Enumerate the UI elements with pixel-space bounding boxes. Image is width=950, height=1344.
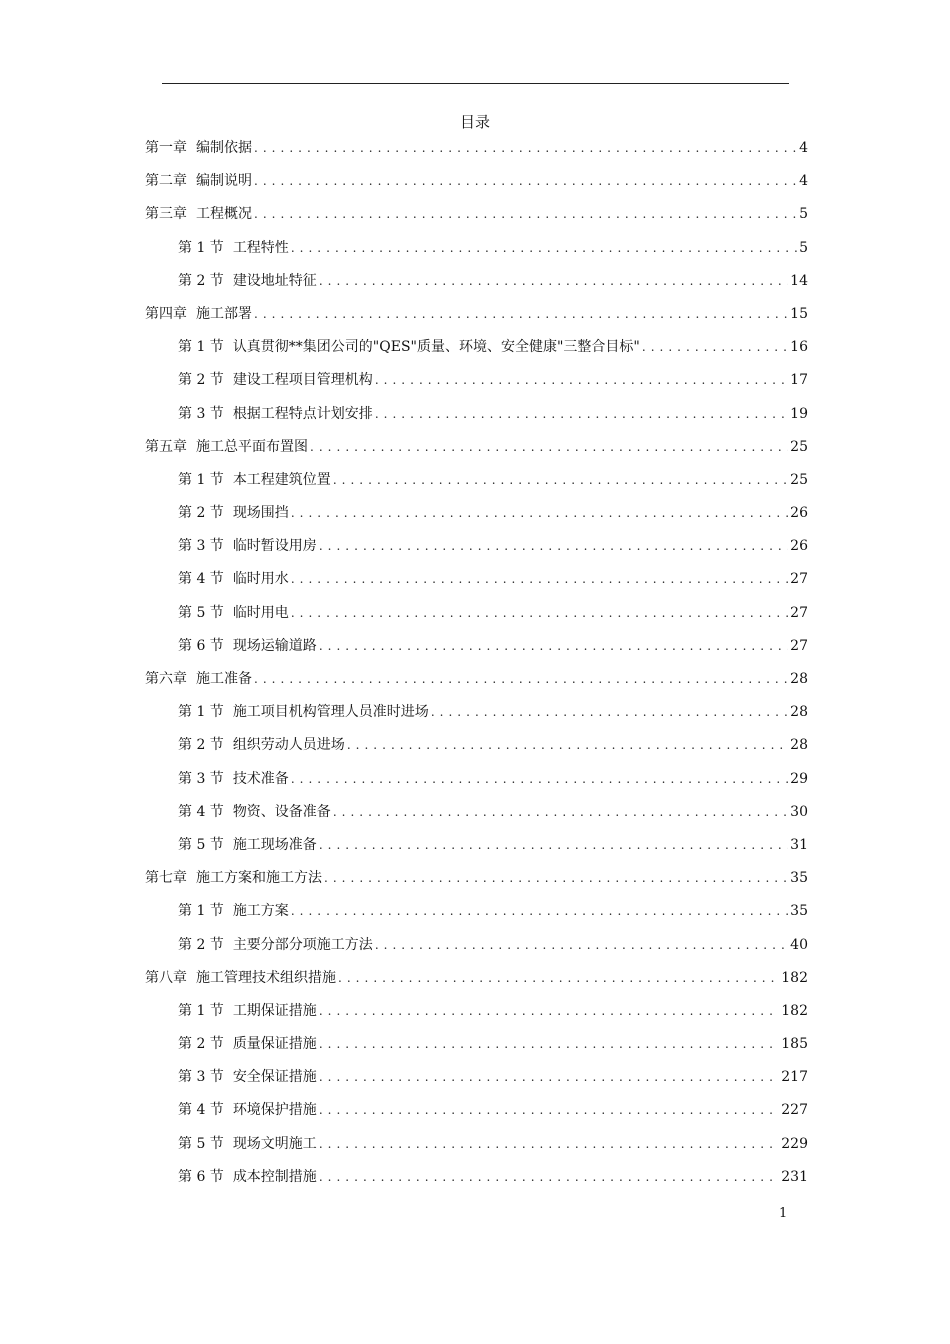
toc-entry-title: 施工方案 xyxy=(232,903,289,920)
toc-entry-title: 施工总平面布置图 xyxy=(196,438,308,455)
toc-dot-leader xyxy=(291,763,788,796)
toc-chapter-entry[interactable] xyxy=(145,298,808,331)
toc-entry-page: 14 xyxy=(790,272,808,289)
toc-entry-number: 第 6 节 xyxy=(178,637,224,654)
toc-entry-page: 30 xyxy=(790,803,808,820)
toc-entry-page: 35 xyxy=(790,903,808,920)
toc-entry-title: 建设工程项目管理机构 xyxy=(232,372,373,389)
toc-entry-page: 27 xyxy=(790,637,808,654)
toc-entry-title: 主要分部分项施工方法 xyxy=(232,936,373,953)
toc-entry-number: 第 1 节 xyxy=(178,339,224,356)
toc-entry-number: 第 2 节 xyxy=(178,936,224,953)
toc-entry-number: 第 1 节 xyxy=(178,239,224,256)
toc-entry-number: 第 2 节 xyxy=(178,505,224,522)
toc-dot-leader xyxy=(319,1161,779,1194)
toc-dot-leader xyxy=(291,497,788,530)
toc-entry-title: 施工现场准备 xyxy=(232,836,317,853)
toc-entry-title: 工期保证措施 xyxy=(232,1002,317,1019)
toc-chapter-entry[interactable] xyxy=(145,663,808,696)
toc-entry-title: 技术准备 xyxy=(232,770,289,787)
toc-section-entry[interactable] xyxy=(145,563,808,596)
toc-entry-page: 227 xyxy=(781,1102,808,1119)
toc-entry-number: 第 2 节 xyxy=(178,372,224,389)
toc-section-entry[interactable] xyxy=(145,497,808,530)
toc-entry-page: 182 xyxy=(781,1002,808,1019)
toc-section-entry[interactable] xyxy=(145,630,808,663)
toc-entry-page: 27 xyxy=(790,571,808,588)
toc-entry-number: 第 3 节 xyxy=(178,538,224,555)
toc-entry-title: 临时暂设用房 xyxy=(232,538,317,555)
toc-dot-leader xyxy=(375,929,788,962)
toc-entry-page: 27 xyxy=(790,604,808,621)
toc-entry-page: 26 xyxy=(790,538,808,555)
toc-dot-leader xyxy=(338,962,779,995)
toc-entry-page: 29 xyxy=(790,770,808,787)
toc-title: 目录 xyxy=(459,113,490,131)
toc-entry-number: 第 1 节 xyxy=(178,704,224,721)
toc-dot-leader xyxy=(291,563,788,596)
toc-chapter-entry[interactable] xyxy=(145,165,808,198)
toc-entry-title: 施工准备 xyxy=(196,671,252,687)
toc-section-entry[interactable] xyxy=(145,331,808,364)
toc-dot-leader xyxy=(319,829,788,862)
toc-dot-leader xyxy=(254,298,788,331)
toc-dot-leader xyxy=(254,198,797,231)
toc-entry-number: 第 6 节 xyxy=(178,1168,224,1185)
toc-section-entry[interactable] xyxy=(145,1161,808,1194)
toc-entry-title: 施工管理技术组织措施 xyxy=(196,969,336,986)
toc-section-entry[interactable] xyxy=(145,1094,808,1127)
toc-entry-title: 现场文明施工 xyxy=(232,1135,317,1152)
toc-entry-title: 根据工程特点计划安排 xyxy=(232,405,373,422)
toc-entry-title: 工程概况 xyxy=(196,206,252,223)
toc-entry-page: 31 xyxy=(790,836,808,853)
toc-dot-leader xyxy=(319,265,788,298)
toc-entry-number: 第 2 节 xyxy=(178,1036,224,1053)
toc-section-entry[interactable] xyxy=(145,829,808,862)
toc-entry-title: 临时用电 xyxy=(232,604,289,621)
toc-dot-leader xyxy=(333,796,788,829)
toc-entry-number: 第 5 节 xyxy=(178,604,224,621)
toc-entry-page: 28 xyxy=(790,704,808,721)
toc-dot-leader xyxy=(319,1094,779,1127)
toc-entry-page: 25 xyxy=(790,438,808,455)
toc-dot-leader xyxy=(319,1028,779,1061)
toc-entry-page: 182 xyxy=(781,969,808,986)
toc-entry-number: 第五章 xyxy=(145,438,187,455)
toc-entry-page: 19 xyxy=(790,405,808,422)
toc-dot-leader xyxy=(333,464,788,497)
toc-section-entry[interactable] xyxy=(145,696,808,729)
toc-section-entry[interactable] xyxy=(145,763,808,796)
toc-section-entry[interactable] xyxy=(145,796,808,829)
toc-dot-leader xyxy=(319,530,788,563)
toc-entry-page: 28 xyxy=(790,671,808,687)
toc-section-entry[interactable] xyxy=(145,530,808,563)
toc-entry-title: 编制说明 xyxy=(196,173,252,190)
toc-dot-leader xyxy=(310,431,788,464)
toc-chapter-entry[interactable] xyxy=(145,962,808,995)
toc-dot-leader xyxy=(291,597,788,630)
page-number: 1 xyxy=(779,1206,788,1221)
toc-section-entry[interactable] xyxy=(145,729,808,762)
toc-entry-page: 25 xyxy=(790,471,808,488)
toc-section-entry[interactable] xyxy=(145,364,808,397)
toc-entry-page: 15 xyxy=(790,305,808,322)
toc-entry-title: 临时用水 xyxy=(232,571,289,588)
toc-section-entry[interactable] xyxy=(145,265,808,298)
toc-section-entry[interactable] xyxy=(145,1128,808,1161)
toc-section-entry[interactable] xyxy=(145,398,808,431)
toc-entry-page: 35 xyxy=(790,870,808,887)
toc-entry-number: 第 3 节 xyxy=(178,1069,224,1086)
toc-entry-number: 第 3 节 xyxy=(178,405,224,422)
toc-entry-title: 物资、设备准备 xyxy=(232,803,331,820)
toc-chapter-entry[interactable] xyxy=(145,862,808,895)
toc-entry-page: 229 xyxy=(781,1135,808,1152)
toc-chapter-entry[interactable] xyxy=(145,431,808,464)
toc-section-entry[interactable] xyxy=(145,597,808,630)
toc-entry-number: 第 1 节 xyxy=(178,1002,224,1019)
toc-section-entry[interactable] xyxy=(145,929,808,962)
toc-entry-number: 第四章 xyxy=(145,305,187,322)
toc-entry-page: 4 xyxy=(799,140,808,156)
toc-entry-page: 26 xyxy=(790,505,808,522)
table-of-contents xyxy=(145,132,808,1194)
toc-chapter-entry[interactable] xyxy=(145,132,808,165)
toc-dot-leader xyxy=(642,331,788,364)
toc-entry-title: 认真贯彻**集团公司的"QES"质量、环境、安全健康"三整合目标" xyxy=(232,339,640,356)
toc-section-entry[interactable] xyxy=(145,895,808,928)
toc-entry-title: 建设地址特征 xyxy=(232,272,317,289)
toc-dot-leader xyxy=(431,696,788,729)
toc-dot-leader xyxy=(375,398,788,431)
toc-dot-leader xyxy=(291,895,788,928)
toc-entry-number: 第 4 节 xyxy=(178,1102,224,1119)
toc-entry-page: 5 xyxy=(799,239,808,256)
toc-entry-title: 施工方案和施工方法 xyxy=(196,870,322,887)
toc-section-entry[interactable] xyxy=(145,1061,808,1094)
toc-entry-number: 第三章 xyxy=(145,206,187,223)
toc-entry-number: 第一章 xyxy=(145,140,187,156)
toc-dot-leader xyxy=(319,995,779,1028)
toc-entry-number: 第 1 节 xyxy=(178,903,224,920)
toc-entry-title: 施工部署 xyxy=(196,305,252,322)
toc-section-entry[interactable] xyxy=(145,1028,808,1061)
toc-dot-leader xyxy=(254,132,797,165)
toc-dot-leader xyxy=(291,232,797,265)
toc-entry-title: 质量保证措施 xyxy=(232,1036,317,1053)
toc-entry-title: 现场围挡 xyxy=(232,505,289,522)
toc-entry-number: 第 1 节 xyxy=(178,471,224,488)
toc-dot-leader xyxy=(319,630,788,663)
toc-entry-page: 17 xyxy=(790,372,808,389)
toc-section-entry[interactable] xyxy=(145,995,808,1028)
toc-dot-leader xyxy=(324,862,788,895)
toc-entry-title: 安全保证措施 xyxy=(232,1069,317,1086)
toc-entry-title: 成本控制措施 xyxy=(232,1168,317,1185)
toc-dot-leader xyxy=(319,1128,779,1161)
toc-dot-leader xyxy=(347,729,788,762)
toc-entry-number: 第 4 节 xyxy=(178,571,224,588)
toc-dot-leader xyxy=(319,1061,779,1094)
toc-entry-page: 185 xyxy=(781,1036,808,1053)
toc-entry-number: 第 2 节 xyxy=(178,737,224,754)
toc-entry-page: 231 xyxy=(781,1168,808,1185)
header-rule xyxy=(162,83,789,84)
toc-section-entry[interactable] xyxy=(145,232,808,265)
toc-entry-page: 28 xyxy=(790,737,808,754)
toc-section-entry[interactable] xyxy=(145,464,808,497)
toc-dot-leader xyxy=(375,364,788,397)
toc-entry-number: 第 4 节 xyxy=(178,803,224,820)
toc-entry-page: 217 xyxy=(781,1069,808,1086)
toc-entry-number: 第六章 xyxy=(145,671,187,687)
toc-entry-number: 第 5 节 xyxy=(178,1135,224,1152)
toc-entry-title: 环境保护措施 xyxy=(232,1102,317,1119)
toc-entry-number: 第 3 节 xyxy=(178,770,224,787)
toc-entry-title: 编制依据 xyxy=(196,140,252,156)
toc-entry-number: 第八章 xyxy=(145,969,187,986)
toc-entry-page: 5 xyxy=(799,206,808,223)
toc-entry-title: 施工项目机构管理人员准时进场 xyxy=(232,704,429,721)
toc-entry-title: 本工程建筑位置 xyxy=(232,471,331,488)
toc-entry-number: 第 2 节 xyxy=(178,272,224,289)
toc-entry-title: 现场运输道路 xyxy=(232,637,317,654)
toc-entry-page: 4 xyxy=(799,173,808,190)
toc-entry-number: 第二章 xyxy=(145,173,187,190)
toc-entry-page: 16 xyxy=(790,339,808,356)
toc-entry-page: 40 xyxy=(790,936,808,953)
toc-entry-title: 组织劳动人员进场 xyxy=(232,737,345,754)
toc-dot-leader xyxy=(254,663,788,696)
toc-entry-title: 工程特性 xyxy=(232,239,289,256)
toc-dot-leader xyxy=(254,165,797,198)
toc-chapter-entry[interactable] xyxy=(145,198,808,231)
toc-entry-number: 第 5 节 xyxy=(178,836,224,853)
toc-entry-number: 第七章 xyxy=(145,870,187,887)
